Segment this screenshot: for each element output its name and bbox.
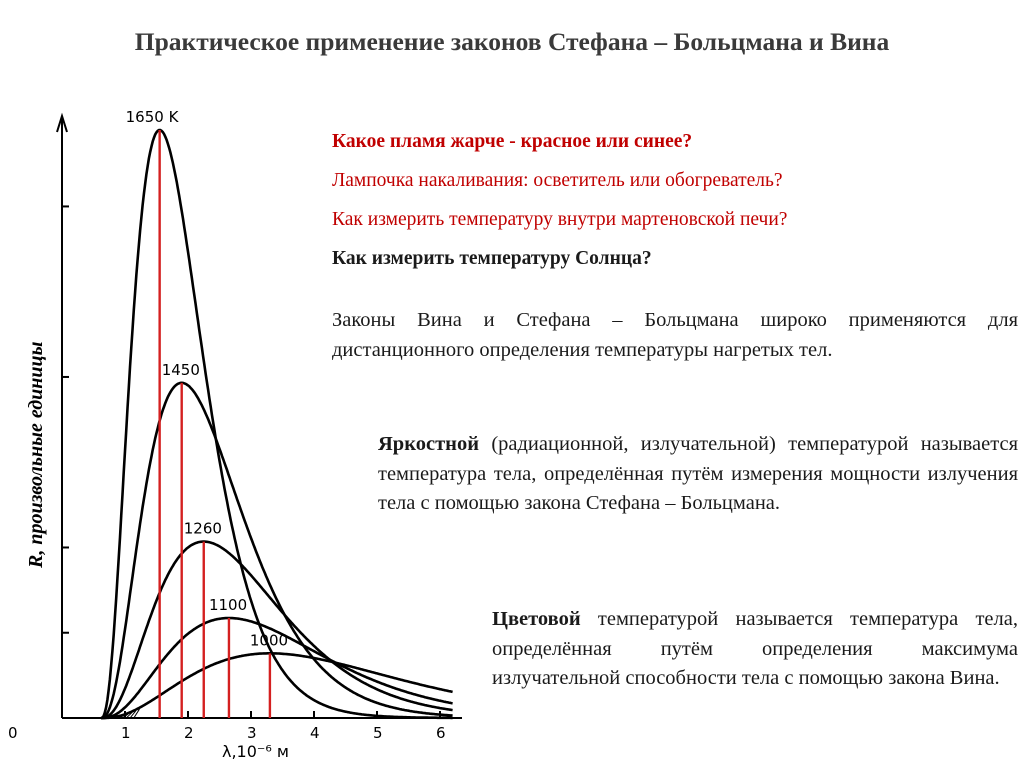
definition-brightness: (радиационной, излучательной) температурой называется температура тела, определённая путём измерения мощности излучения тела с помощью закона Стефана – Больцмана.	[378, 433, 1018, 514]
question-bulb: Лампочка накаливания: осветитель или обогреватель?	[332, 170, 783, 191]
paragraph-brightness-temperature	[378, 430, 1018, 519]
x-tick-label: 2	[184, 724, 194, 742]
spectrum-curve	[101, 542, 453, 718]
paragraph-applications-text: Законы Вина и Стефана – Больцмана широко применяются для дистанционного определения температуры нагретых тел.	[332, 309, 1018, 361]
paragraph-color-temperature	[492, 605, 1018, 694]
x-axis-label: λ,10⁻⁶ м	[222, 742, 289, 761]
curve-temperature-label: 1450	[161, 360, 200, 379]
curve-temperature-label: 1100	[208, 596, 248, 615]
x-tick-label: 6	[436, 724, 446, 742]
x-tick-label: 5	[373, 724, 383, 742]
x-tick-label: 3	[247, 724, 257, 742]
question-sun: Как измерить температуру Солнца?	[332, 248, 652, 269]
term-color: Цветовой	[492, 608, 581, 630]
term-brightness: Яркостной	[378, 433, 480, 455]
x-tick-label: 0	[8, 724, 18, 742]
curve-temperature-label: 1650 K	[125, 108, 179, 126]
curve-temperature-label: 1000	[249, 631, 289, 650]
blackbody-spectrum-chart	[0, 0, 470, 767]
x-tick-label: 4	[310, 724, 320, 742]
curve-temperature-label: 1260	[183, 519, 222, 538]
question-flame: Какое пламя жарче - красное или синее?	[332, 131, 693, 152]
definition-color: температурой называется температура тела, определённая путём определения максимума излучательной способности тела с помощью закона Вина.	[492, 608, 1018, 689]
paragraph-applications	[332, 306, 1018, 365]
page-title: Практическое применение законов Стефана – Больцмана и Вина	[134, 27, 890, 56]
question-furnace: Как измерить температуру внутри мартеновской печи?	[332, 209, 788, 230]
y-axis-label: R, произвольные единицы	[25, 341, 47, 568]
x-tick-label: 1	[121, 724, 131, 742]
